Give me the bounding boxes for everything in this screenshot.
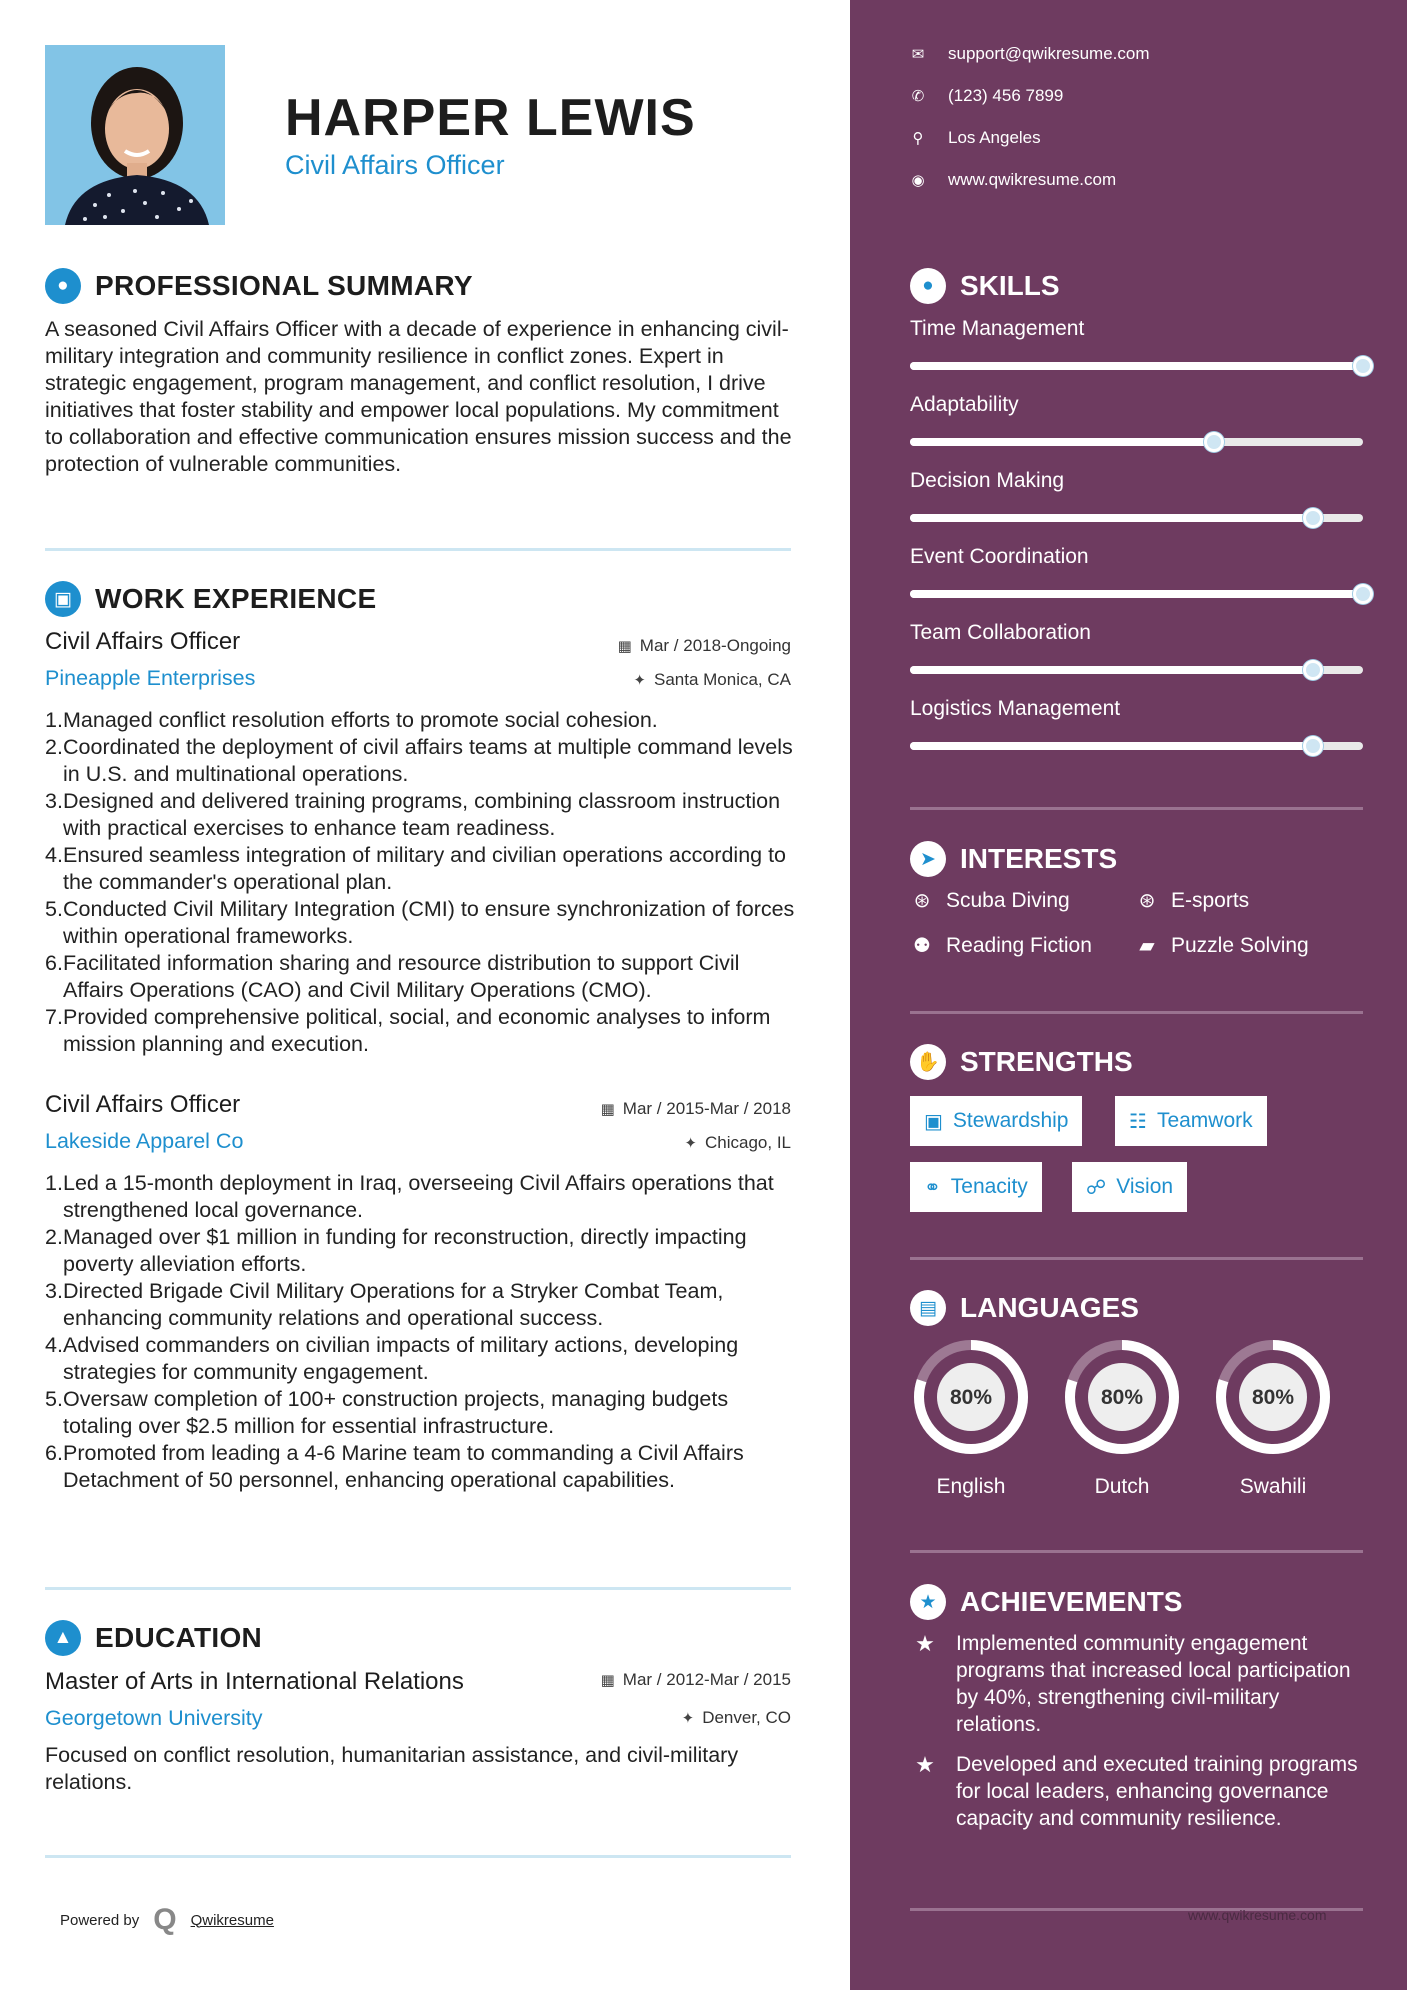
languages-heading: ▤ LANGUAGES	[910, 1290, 1139, 1326]
briefcase-icon: ▣	[924, 1110, 943, 1133]
education-dates: ▦ Mar / 2012-Mar / 2015	[600, 1670, 791, 1689]
job-title: Civil Affairs Officer	[45, 1091, 241, 1118]
skill-level-knob	[1353, 356, 1373, 376]
star-icon: ★	[910, 1584, 946, 1620]
qwikresume-logo-icon: Q	[153, 1903, 177, 1936]
powered-by	[60, 1903, 274, 1937]
list-item: 3. Directed Brigade Civil Military Operations for a Stryker Combat Team, enhancing community relations and operational success.	[45, 1279, 724, 1330]
skill-name: Team Collaboration	[910, 621, 1091, 644]
section-divider	[45, 1587, 791, 1590]
star-icon: ★	[915, 1752, 935, 1777]
section-divider	[910, 1550, 1363, 1553]
list-item: 2. Managed over $1 million in funding for reconstruction, directly impacting poverty alleviation efforts.	[45, 1225, 747, 1276]
school-name: Georgetown University	[45, 1706, 263, 1730]
language-name: Dutch	[1094, 1475, 1150, 1498]
skill-bar-fill	[910, 590, 1363, 598]
skill-level-knob	[1353, 584, 1373, 604]
list-item: 7. Provided comprehensive political, social, and economic analyses to inform mission planning and execution.	[45, 1005, 771, 1056]
language-percent: 80%	[1251, 1386, 1295, 1409]
envelope-icon: ✉	[911, 46, 925, 63]
skill-bar-fill	[910, 666, 1313, 674]
list-item: 5. Oversaw completion of 100+ construction projects, managing budgets totaling over $2.5 million for essential infrastructure.	[45, 1387, 729, 1438]
job-bullets	[45, 707, 795, 1058]
globe-icon: ◉	[911, 172, 925, 189]
skill-name: Event Coordination	[910, 545, 1089, 568]
skill-bar	[910, 666, 1363, 674]
language-item	[1062, 1337, 1182, 1499]
language-name: English	[936, 1475, 1006, 1498]
link-icon: ⚭	[924, 1176, 941, 1199]
candidate-name: HARPER LEWIS	[285, 89, 696, 147]
briefcase-icon: ▣	[45, 581, 81, 617]
education-location: ✦ Denver, CO	[681, 1708, 791, 1727]
list-item: 6. Promoted from leading a 4-6 Marine team to commanding a Civil Affairs Detachment of 50 personnel, enhancing operational capabilities.	[45, 1441, 744, 1492]
skill-name: Adaptability	[910, 393, 1019, 416]
contact-email[interactable]: ✉ support@qwikresume.com	[911, 44, 1150, 63]
skill-bar-fill	[910, 742, 1313, 750]
candidate-role: Civil Affairs Officer	[285, 150, 505, 180]
profile-photo	[45, 45, 225, 225]
skill-bar	[910, 438, 1363, 446]
skill-bar	[910, 514, 1363, 522]
job-dates: ▦ Mar / 2015-Mar / 2018	[600, 1099, 791, 1118]
contact-website[interactable]: ◉ www.qwikresume.com	[911, 170, 1117, 189]
calendar-icon: ▦	[600, 1672, 615, 1689]
pin-icon: ✦	[681, 1710, 695, 1727]
list-item: 3. Designed and delivered training programs, combining classroom instruction with practical exercises to enhance team readiness.	[45, 789, 781, 840]
section-divider	[910, 1011, 1363, 1014]
interest-item: ⚉ Reading Fiction	[910, 933, 1092, 958]
job-title: Civil Affairs Officer	[45, 628, 241, 655]
list-item: 4. Ensured seamless integration of military and civilian operations according to the commander's operational plan.	[45, 843, 787, 894]
users-icon: ☷	[1129, 1110, 1147, 1133]
contact-location: ⚲ Los Angeles	[910, 128, 1041, 148]
brand-link[interactable]: Qwikresume	[190, 1911, 274, 1929]
language-percent: 80%	[1100, 1386, 1144, 1409]
skill-bar-fill	[910, 438, 1214, 446]
list-item: 1. Managed conflict resolution efforts to promote social cohesion.	[45, 708, 658, 732]
section-divider	[45, 1855, 791, 1858]
interest-item: ▰ Puzzle Solving	[1135, 933, 1309, 958]
user-icon: ●	[45, 268, 81, 304]
education-description: Focused on conflict resolution, humanitarian assistance, and civil-military relations.	[45, 1743, 739, 1794]
company-name: Pineapple Enterprises	[45, 666, 256, 690]
achievements-heading: ★ ACHIEVEMENTS	[910, 1584, 1182, 1620]
list-item: 1. Led a 15-month deployment in Iraq, overseeing Civil Affairs operations that strengthened local governance.	[45, 1171, 774, 1222]
binoculars-icon: ☍	[1086, 1176, 1107, 1199]
calendar-icon: ▦	[617, 638, 632, 655]
star-icon: ★	[915, 1631, 935, 1656]
experience-heading	[45, 581, 376, 617]
skill-name: Logistics Management	[910, 697, 1121, 720]
education-title: EDUCATION	[95, 1622, 263, 1653]
section-divider	[910, 1257, 1363, 1260]
list-item: 6. Facilitated information sharing and resource distribution to support Civil Affairs Operations (CAO) and Civil Military Operations (CMO).	[45, 951, 740, 1002]
phone-icon: ✆	[911, 88, 925, 105]
skill-bar	[910, 590, 1363, 598]
summary-title: PROFESSIONAL SUMMARY	[95, 270, 473, 301]
gamepad-icon: ⚉	[913, 935, 931, 957]
strength-chip: ⚭ Tenacity	[910, 1162, 1042, 1212]
interest-item: ⊛ E-sports	[1135, 888, 1249, 913]
job-bullets	[45, 1170, 795, 1494]
job-dates: ▦ Mar / 2018-Ongoing	[617, 636, 791, 655]
strength-chip: ☷ Teamwork	[1115, 1096, 1267, 1146]
language-ring	[911, 1337, 1031, 1457]
lightbulb-icon: ●	[910, 268, 946, 304]
summary-text: A seasoned Civil Affairs Officer with a decade of experience in enhancing civil-military integration and community resilience in conflict zones. Expert in strategic engagement, program management, and conflict resolution, I drive initiatives that foster stability and empower local populations. My commitment to collaboration and effective communication ensures mission success and the protection of vulnerable communities.	[45, 317, 792, 476]
degree-title: Master of Arts in International Relations	[45, 1668, 464, 1695]
strength-chip: ☍ Vision	[1072, 1162, 1187, 1212]
paper-plane-icon: ➤	[910, 841, 946, 877]
interests-heading: ➤ INTERESTS	[910, 841, 1117, 877]
skill-bar	[910, 362, 1363, 370]
summary-heading	[45, 268, 473, 304]
language-icon: ▤	[910, 1290, 946, 1326]
skill-name: Time Management	[910, 317, 1085, 340]
strength-chip: ▣ Stewardship	[910, 1096, 1082, 1146]
skill-name: Decision Making	[910, 469, 1065, 492]
skills-heading: ● SKILLS	[910, 268, 1060, 304]
life-ring-icon: ⊛	[913, 890, 931, 912]
section-divider	[910, 807, 1363, 810]
language-ring	[1213, 1337, 1333, 1457]
language-name: Swahili	[1239, 1475, 1307, 1498]
interest-item: ⊛ Scuba Diving	[910, 888, 1070, 913]
book-icon: ▰	[1139, 935, 1155, 957]
map-pin-icon: ⚲	[912, 130, 924, 147]
life-ring-icon: ⊛	[1138, 890, 1156, 912]
company-name: Lakeside Apparel Co	[45, 1129, 244, 1153]
list-item: 5. Conducted Civil Military Integration (CMI) to ensure synchronization of forces within operational frameworks.	[45, 897, 795, 948]
skill-bar-fill	[910, 514, 1313, 522]
skill-bar	[910, 742, 1363, 750]
pin-icon: ✦	[684, 1135, 697, 1152]
footer-url[interactable]: www.qwikresume.com	[1188, 1907, 1327, 1923]
language-item	[911, 1337, 1031, 1499]
list-item: 2. Coordinated the deployment of civil affairs teams at multiple command levels in U.S. and multinational operations.	[45, 735, 793, 786]
list-item: 4. Advised commanders on civilian impacts of military actions, developing strategies for community engagement.	[45, 1333, 739, 1384]
language-item	[1213, 1337, 1333, 1499]
job-location: ✦ Santa Monica, CA	[633, 670, 791, 689]
achievement-item: ★ Implemented community engagement programs that increased local participation by 40%, strengthening civil-military relations.	[910, 1630, 1370, 1738]
graduation-cap-icon: ▲	[45, 1620, 81, 1656]
education-heading	[45, 1620, 262, 1656]
skill-level-knob	[1204, 432, 1224, 452]
experience-title: WORK EXPERIENCE	[95, 583, 377, 614]
language-percent: 80%	[949, 1386, 993, 1409]
achievement-item: ★ Developed and executed training programs for local leaders, enhancing governance capacity and community resilience.	[910, 1751, 1370, 1832]
language-ring	[1062, 1337, 1182, 1457]
calendar-icon: ▦	[600, 1101, 615, 1118]
strengths-heading: ✋ STRENGTHS	[910, 1044, 1133, 1080]
powered-by-label: Powered by	[60, 1911, 140, 1929]
job-location: ✦ Chicago, IL	[684, 1133, 791, 1152]
section-divider	[45, 548, 791, 551]
contact-phone[interactable]: ✆ (123) 456 7899	[911, 86, 1064, 105]
fist-icon: ✋	[910, 1044, 946, 1080]
skill-bar-fill	[910, 362, 1363, 370]
pin-icon: ✦	[633, 672, 646, 689]
